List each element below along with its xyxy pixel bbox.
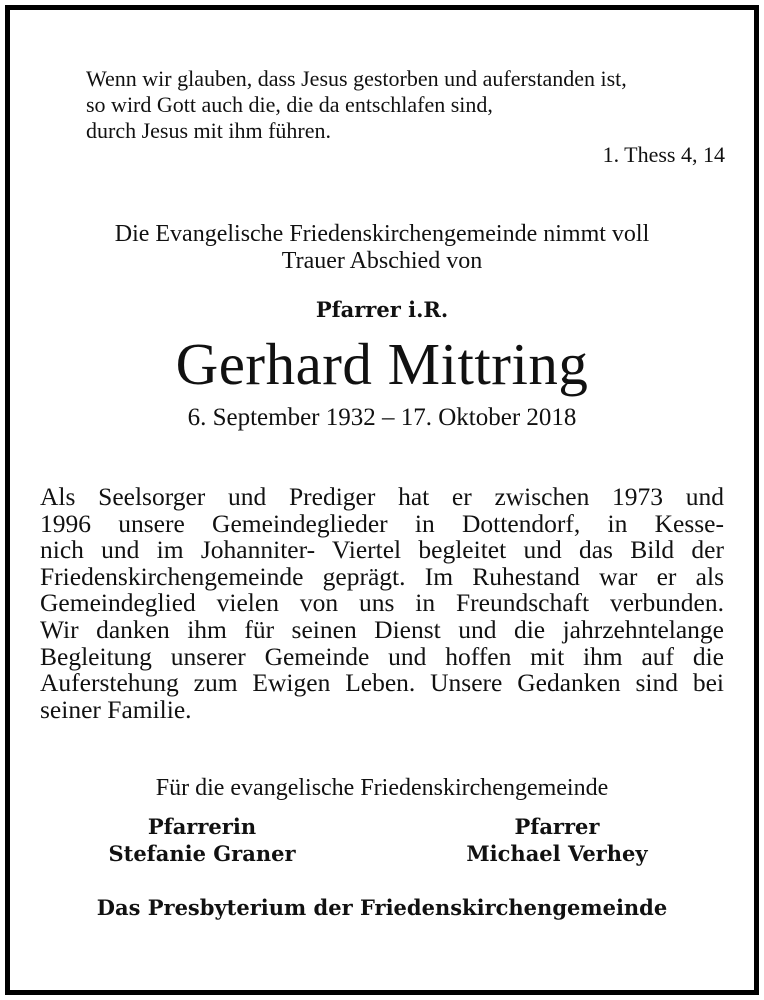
signer-role: Pfarrer: [514, 814, 600, 839]
life-dates: 6. September 1932 – 17. Oktober 2018: [187, 404, 577, 431]
paragraph-line: Friedenskirchengemeinde geprägt. Im Ruhestand war er als: [40, 561, 724, 591]
signature-heading: Für die evangelische Friedenskirchengemeinde: [155, 775, 609, 801]
deceased-name: Gerhard Mittring: [175, 331, 589, 397]
intro-line: Trauer Abschied von: [281, 248, 483, 274]
verse-reference: 1. Thess 4, 14: [602, 142, 725, 167]
paragraph-line: Wir danken ihm für seinen Dienst und die jahrzehntelange: [40, 614, 724, 644]
deceased-title: Pfarrer i.R.: [315, 297, 449, 322]
signer-name: Stefanie Graner: [108, 841, 296, 866]
signer-role: Pfarrerin: [147, 814, 257, 839]
verse-line: Wenn wir glauben, dass Jesus gestorben und auferstanden ist,: [86, 66, 627, 91]
paragraph-line: Auferstehung zum Ewigen Leben. Unsere Gedanken sind bei: [40, 668, 724, 698]
signer-block: [407, 813, 707, 867]
verse-line: so wird Gott auch die, die da entschlafen sind,: [86, 92, 493, 117]
signer-block: [52, 813, 352, 867]
paragraph-line: Begleitung unserer Gemeinde und hoffen mit ihm auf die: [40, 641, 724, 671]
tribute-paragraph: [40, 484, 724, 723]
signer-name: Michael Verhey: [466, 841, 648, 866]
paragraph-line: Gemeindeglied vielen von uns in Freundschaft verbunden.: [40, 588, 724, 618]
intro-line: Die Evangelische Friedenskirchengemeinde nimmt voll: [114, 221, 650, 247]
paragraph-line: 1996 unsere Gemeindeglieder in Dottendorf, in Kesse-: [40, 508, 724, 538]
paragraph-line: Als Seelsorger und Prediger hat er zwischen 1973 und: [40, 482, 724, 511]
paragraph-line: seiner Familie.: [40, 694, 192, 724]
intro-text: [30, 221, 734, 275]
verse-line: durch Jesus mit ihm führen.: [86, 118, 332, 143]
paragraph-line: nich und im Johanniter- Viertel begleitet und das Bild der: [40, 535, 724, 565]
bible-verse: [86, 66, 726, 144]
presbytery-signature: Das Presbyterium der Friedenskirchengemeinde: [96, 895, 668, 920]
